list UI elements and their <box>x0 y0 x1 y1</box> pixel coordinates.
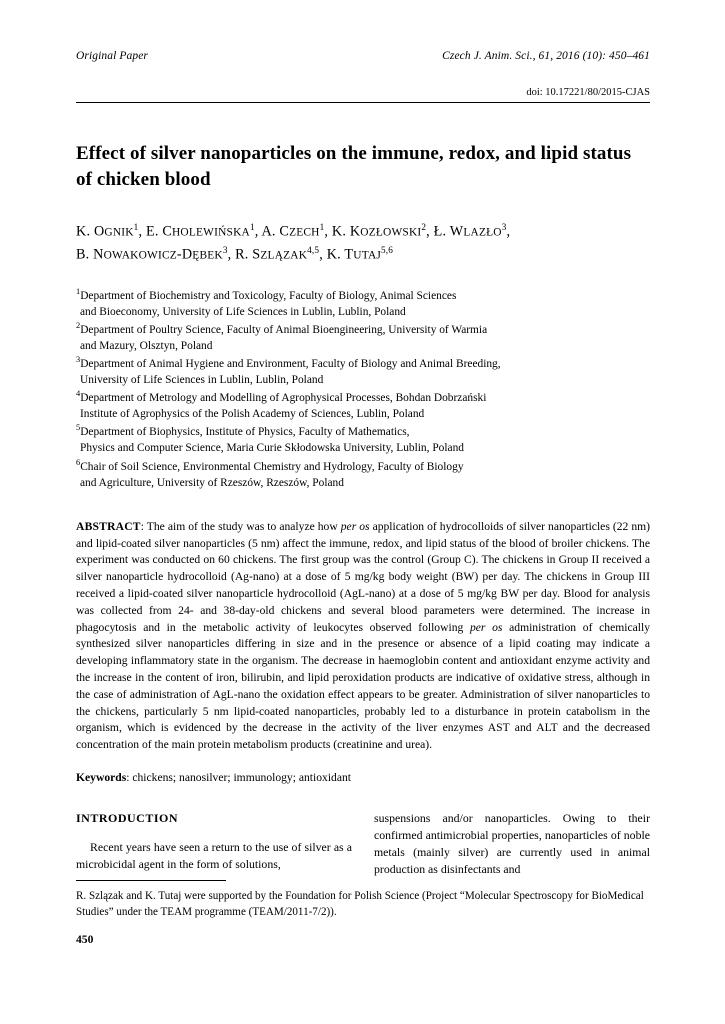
affiliation-list <box>76 286 650 491</box>
affiliation-item <box>76 422 650 456</box>
author-line-2: B. NOWAKOWICZ-DĘBEK$^3$, R. SZLĄZAK$^{4,5}$, K. TUTAJ$^{5,6}$ <box>76 245 394 263</box>
body-columns <box>76 810 650 878</box>
footnote-area <box>76 880 650 920</box>
affiliation-item <box>76 388 650 422</box>
doi-line: doi: 10.17221/80/2015-CJAS <box>526 87 650 98</box>
footnote-text: R. Szlązak and K. Tutaj were supported by the Foundation for Polish Science (Project “Molecular Spectroscopy for BioMedical Studies” under the TEAM programme (TEAM/2011-7/2)). <box>76 890 644 919</box>
affiliation-item <box>76 286 650 320</box>
affiliation-marker: 4 <box>76 389 81 399</box>
column-left <box>76 810 352 878</box>
abstract-italic-2: per os <box>469 620 503 634</box>
affiliation-marker: 2 <box>76 320 81 330</box>
affiliation-marker: 6 <box>76 457 81 467</box>
affiliation-text-cont: and Bioeconomy, University of Life Sciences in Lublin, Lublin, Poland <box>80 305 406 318</box>
keywords-label: Keywords <box>76 770 127 784</box>
affiliation-text: Department of Metrology and Modelling of Agrophysical Processes, Bohdan Dobrzański <box>80 392 487 405</box>
author-list <box>76 220 650 265</box>
affiliation-text-cont: and Agriculture, University of Rzeszów, Rzeszów, Poland <box>80 476 344 489</box>
affiliation-text: Department of Biophysics, Institute of Physics, Faculty of Mathematics, <box>80 426 410 439</box>
abstract <box>76 519 650 754</box>
affiliation-marker: 1 <box>76 286 81 296</box>
footnote-rule <box>76 880 226 881</box>
running-head <box>76 50 650 62</box>
intro-paragraph-right: suspensions and/or nanoparticles. Owing to their confirmed antimicrobial properties, nanoparticles of noble metals (mainly silver) are currently used in animal production as disinfectants and <box>374 810 650 877</box>
keywords-text: : chickens; nanosilver; immunology; antioxidant <box>126 770 352 784</box>
running-head-right: Czech J. Anim. Sci., 61, 2016 (10): 450–461 <box>442 50 650 62</box>
affiliation-text: Chair of Soil Science, Environmental Chemistry and Hydrology, Faculty of Biology <box>80 460 464 473</box>
affiliation-text-cont: and Mazury, Olsztyn, Poland <box>80 339 213 352</box>
abstract-text-3: administration of chemically synthesized silver nanoparticles differing in size and in the presence or absence of a lipid coating may indicate a developing inflammatory state in the organism. The decrease in haemoglobin content and antioxidant enzyme activity and the increase in the content of iron, bilirubin, and lipid peroxidation products are indicative of oxidative stress, although in the case of administration of AgL-nano the oxidation effect appears to be greater. Administration of silver nanoparticles to the chickens, particularly 5 nm lipid-coated nanoparticles, probably led to a disturbance in protein catabolism in the organism, which is evidenced by the decrease in the activity of the liver enzymes AST and ALT and the decreased concentration of the main protein metabolism products (creatinine and urea). <box>76 620 650 752</box>
affiliation-marker: 5 <box>76 423 81 433</box>
affiliation-text: Department of Biochemistry and Toxicology, Faculty of Biology, Animal Sciences <box>80 289 457 302</box>
affiliation-marker: 3 <box>76 355 81 365</box>
affiliation-text-cont: Physics and Computer Science, Maria Curie Skłodowska University, Lublin, Poland <box>80 442 464 455</box>
page-title: Effect of silver nanoparticles on the immune, redox, and lipid status of chicken blood <box>76 143 632 190</box>
intro-paragraph-left: Recent years have seen a return to the use of silver as a microbicidal agent in the form of solutions, <box>76 840 352 872</box>
abstract-text-1: : The aim of the study was to analyze how <box>140 519 341 533</box>
column-right <box>374 810 650 878</box>
abstract-text-2: application of hydrocolloids of silver nanoparticles (22 nm) and lipid-coated silver nanoparticles (5 nm) affect the immune, redox, and lipid status of the blood of broiler chickens. The experiment was conducted on 60 chickens. The first group was the control (Group C). The chickens in Group II received a silver nanoparticle hydrocolloid (Ag-nano) at a dose of 5 mg/kg body weight (BW) per day. The chickens in Group III received a lipid-coated silver nanoparticle hydrocolloid (AgL-nano) at a dose of 5 mg/kg BW per day. Blood for analysis was collected from 24- and 38-day-old chickens and several blood parameters were determined. The increase in phagocytosis and in the metabolic activity of leukocytes observed following <box>76 519 651 634</box>
running-head-left: Original Paper <box>76 50 148 62</box>
page-content <box>76 50 650 878</box>
affiliation-item <box>76 457 650 491</box>
affiliation-item <box>76 354 650 388</box>
abstract-label: ABSTRACT <box>76 519 141 533</box>
affiliation-text-cont: Institute of Agrophysics of the Polish Academy of Sciences, Lublin, Poland <box>80 408 425 421</box>
header-rule <box>76 102 650 103</box>
page-number: 450 <box>76 933 94 946</box>
author-line-1: K. OGNIK$^1$, E. CHOLEWIŃSKA$^1$, A. CZECH$^1$, K. KOZŁOWSKI$^2$, Ł. WLAZŁO$^3$, <box>76 222 511 241</box>
affiliation-text-cont: University of Life Sciences in Lublin, Lublin, Poland <box>80 374 324 387</box>
affiliation-item <box>76 320 650 354</box>
affiliation-text: Department of Poultry Science, Faculty of Animal Bioengineering, University of Warmia <box>80 323 488 336</box>
affiliation-text: Department of Animal Hygiene and Environment, Faculty of Biology and Animal Breeding, <box>80 357 501 370</box>
abstract-italic-1: per os <box>340 519 370 533</box>
section-heading-introduction: INTRODUCTION <box>76 810 179 825</box>
keywords <box>76 771 650 784</box>
